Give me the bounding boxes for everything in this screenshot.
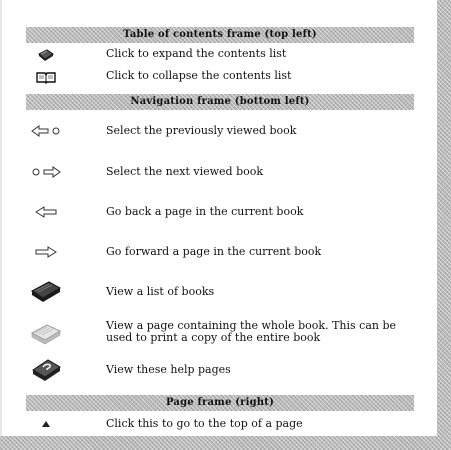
section-header-navigation: Navigation frame (bottom left) bbox=[26, 94, 414, 110]
up-triangle-icon[interactable] bbox=[28, 409, 64, 439]
row-label: Go forward a page in the current book bbox=[106, 245, 322, 258]
section-header-toc: Table of contents frame (top left) bbox=[26, 27, 414, 43]
row-label: Click to expand the contents list bbox=[106, 47, 287, 60]
vertical-scrollbar[interactable] bbox=[437, 0, 451, 450]
open-book-icon[interactable] bbox=[28, 62, 64, 92]
row-label: Go back a page in the current book bbox=[106, 205, 304, 218]
row-label: Select the next viewed book bbox=[106, 165, 264, 178]
next-viewed-book-icon[interactable] bbox=[28, 157, 64, 187]
previous-viewed-book-icon[interactable] bbox=[28, 116, 64, 146]
row-label: View a list of books bbox=[106, 285, 215, 298]
row-label: Click to collapse the contents list bbox=[106, 69, 292, 82]
back-arrow-icon[interactable] bbox=[28, 197, 64, 227]
row-label: View these help pages bbox=[106, 363, 231, 376]
horizontal-scrollbar[interactable] bbox=[0, 436, 451, 450]
row-label: View a page containing the whole book. This can be used to print a copy of the entire book bbox=[106, 319, 397, 344]
frame-edge bbox=[0, 0, 2, 436]
help-book-icon[interactable] bbox=[28, 354, 64, 384]
section-header-page-frame: Page frame (right) bbox=[26, 395, 414, 411]
row-label: Select the previously viewed book bbox=[106, 124, 297, 137]
row-label: Click this to go to the top of a page bbox=[106, 417, 303, 430]
forward-arrow-icon[interactable] bbox=[28, 237, 64, 267]
bookshelf-icon[interactable] bbox=[28, 275, 64, 305]
whole-book-icon[interactable] bbox=[28, 318, 64, 348]
